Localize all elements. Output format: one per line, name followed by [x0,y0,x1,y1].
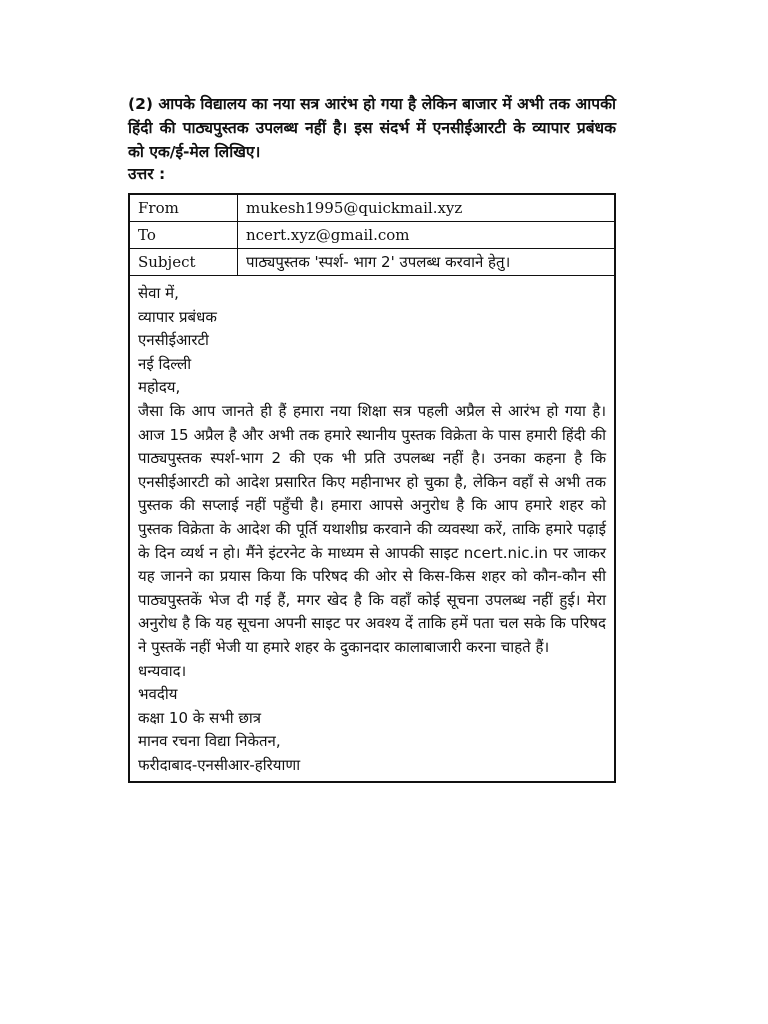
letter-paragraph: जैसा कि आप जानते ही हैं हमारा नया शिक्षा सत्र पहली अप्रैल से आरंभ हो गया है। आज 15 अप्रैल है और अभी तक हमारे स्थानीय पुस्तक विक्रेता के पास हमारी हिंदी की पाठ्यपुस्तक स्पर्श-भाग 2 की एक भी प्रति उपलब्ध नहीं है। उनका कहना है कि एनसीईआरटी को आदेश प्रसारित किए महीनाभर हो चुका है, लेकिन वहाँ से अभी तक पुस्तक की सप्लाई नहीं पहुँची है। हमारा आपसे अनुरोध है कि आप हमारे शहर को पुस्तक विक्रेता के आदेश की पूर्ति यथाशीघ्र करवाने की व्यवस्था करें, ताकि हमारे पढ़ाई के दिन व्यर्थ न हो। मैंने इंटरनेट के माध्यम से आपकी साइट ncert.nic.in पर जाकर यह जानने का प्रयास किया कि परिषद की ओर से किस-किस शहर को कौन-कौन सी पाठ्यपुस्तकें भेज दी गई हैं, मगर खेद है कि वहाँ कोई सूचना उपलब्ध नहीं हुई। मेरा अनुरोध है कि यह सूचना अपनी साइट पर अवश्य दें ताकि हमें पता चल सके कि परिषद ने पुस्तकें नहीं भेजी या हमारे शहर के दुकानदार कालाबाजारी करना चाहते हैं। [138,401,606,656]
greeting: महोदय, [138,378,181,397]
email-subject-row [130,249,614,276]
recipient-title: व्यापार प्रबंधक [138,307,217,326]
question-text: (2) आपके विद्यालय का नया सत्र आरंभ हो गया है लेकिन बाजार में अभी तक आपकी हिंदी की पाठ्यपुस्तक उपलब्ध नहीं है। इस संदर्भ में एनसीईआरटी के व्यापार प्रबंधक को एक/ई-मेल लिखिए। [128,95,616,161]
subject-label: Subject [130,249,238,275]
closing-line: भवदीय [138,685,178,704]
from-value: mukesh1995@quickmail.xyz [246,199,463,217]
to-label: To [130,222,238,248]
email-table [128,193,616,783]
answer-label: उत्तर : [128,165,166,183]
sender-address: फरीदाबाद-एनसीआर-हरियाणा [138,755,301,774]
from-label: From [130,195,238,221]
email-to-row [130,222,614,249]
subject-value: पाठ्यपुस्तक 'स्पर्श- भाग 2' उपलब्ध करवाने हेतु। [246,253,511,271]
sender-name: कक्षा 10 के सभी छात्र [138,708,262,727]
thanks-line: धन्यवाद। [138,661,187,680]
letter-body [130,276,614,781]
sender-school: मानव रचना विद्या निकेतन, [138,732,281,751]
salutation-line: सेवा में, [138,284,179,302]
recipient-org: एनसीईआरटी [138,331,209,350]
recipient-city: नई दिल्ली [138,354,192,373]
to-value: ncert.xyz@gmail.com [246,226,410,244]
email-from-row [130,195,614,222]
